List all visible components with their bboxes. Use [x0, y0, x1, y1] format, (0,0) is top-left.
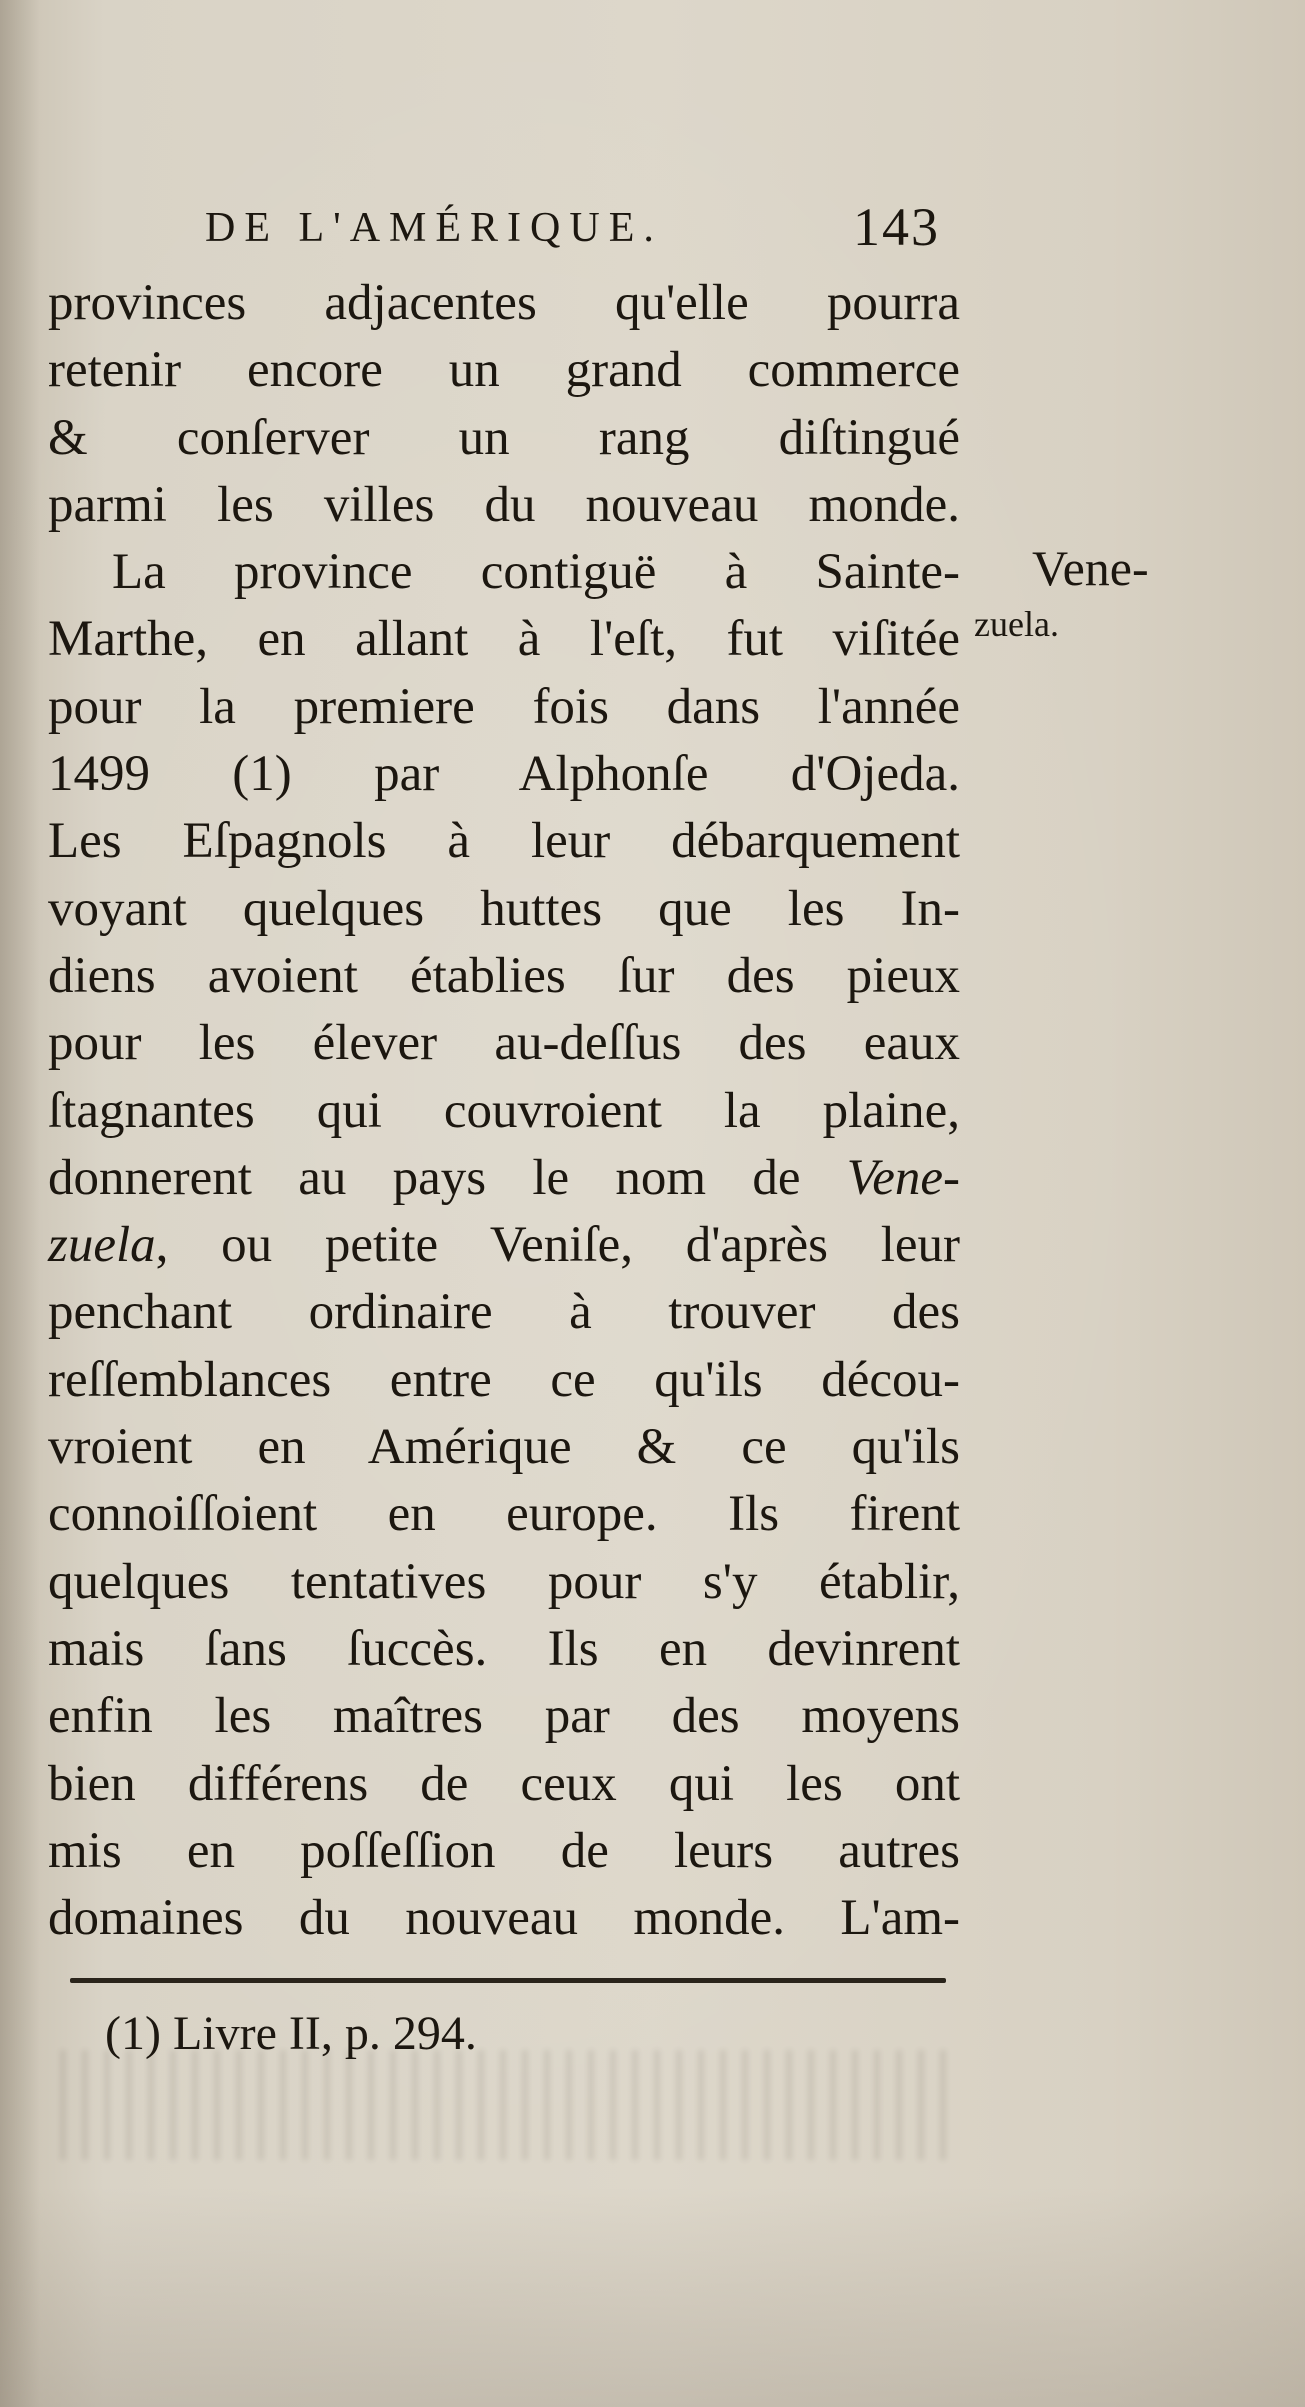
text-line: voyant quelques huttes que les In-: [48, 880, 960, 937]
text-line: pour les élever au-deſſus des eaux: [48, 1015, 960, 1072]
text-line: La province contiguë à Sainte-: [112, 544, 960, 601]
text-line: enfin les maîtres par des moyens: [48, 1688, 960, 1745]
text-line: mis en poſſeſſion de leurs autres: [48, 1822, 960, 1879]
text-fragment: , ou petite Veniſe, d'après leur: [155, 1217, 960, 1274]
marginal-note: [974, 536, 1174, 648]
text-fragment: donnerent au pays le nom de: [48, 1149, 847, 1206]
text-line: penchant ordinaire à trouver des: [48, 1284, 960, 1341]
marginal-note-line: Vene-: [1032, 540, 1149, 596]
text-line: pour la premiere fois dans l'année: [48, 678, 960, 735]
page-bottom-shadow: [0, 2187, 1305, 2407]
text-line: 1499 (1) par Alphonſe d'Ojeda.: [48, 746, 960, 803]
text-line: reſſemblances entre ce qu'ils décou-: [48, 1351, 960, 1408]
text-line: diens avoient établies ſur des pieux: [48, 947, 960, 1004]
running-head: DE L'AMÉRIQUE.: [205, 205, 663, 251]
page-number: 143: [853, 197, 940, 257]
body-text: [48, 270, 960, 1952]
text-line: bien différens de ceux qui les ont: [48, 1755, 960, 1812]
page-edge-shadow: [0, 0, 40, 2407]
text-line: mais ſans ſuccès. Ils en devinrent: [48, 1620, 960, 1677]
text-line: ſtagnantes qui couvroient la plaine,: [48, 1082, 960, 1139]
italic-word-vene: Vene-: [846, 1149, 960, 1206]
text-line: connoiſſoient en europe. Ils firent: [48, 1486, 960, 1543]
text-line: vroient en Amérique & ce qu'ils: [48, 1419, 960, 1476]
text-line: [48, 1145, 960, 1212]
text-line: retenir encore un grand commerce: [48, 342, 960, 399]
ink-bleed-through: [60, 2050, 960, 2160]
footnote: (1) Livre II, p. 294.: [105, 2007, 477, 2060]
footnote-rule: [70, 1978, 946, 1983]
text-line: parmi les villes du nouveau monde.: [48, 476, 960, 533]
text-line: domaines du nouveau monde. L'am-: [48, 1890, 960, 1947]
text-line: & conſerver un rang diſtingué: [48, 409, 960, 466]
text-line: Les Eſpagnols à leur débarquement: [48, 813, 960, 870]
italic-word-zuela: zuela: [48, 1217, 156, 1274]
text-line: Marthe, en allant à l'eſt, fut viſitée: [48, 611, 960, 668]
marginal-note-line: zuela.: [974, 604, 1059, 644]
page-header: [205, 196, 965, 266]
text-line: quelques tentatives pour s'y établir,: [48, 1553, 960, 1610]
text-line: provinces adjacentes qu'elle pourra: [48, 275, 960, 331]
text-line: [48, 1212, 960, 1279]
